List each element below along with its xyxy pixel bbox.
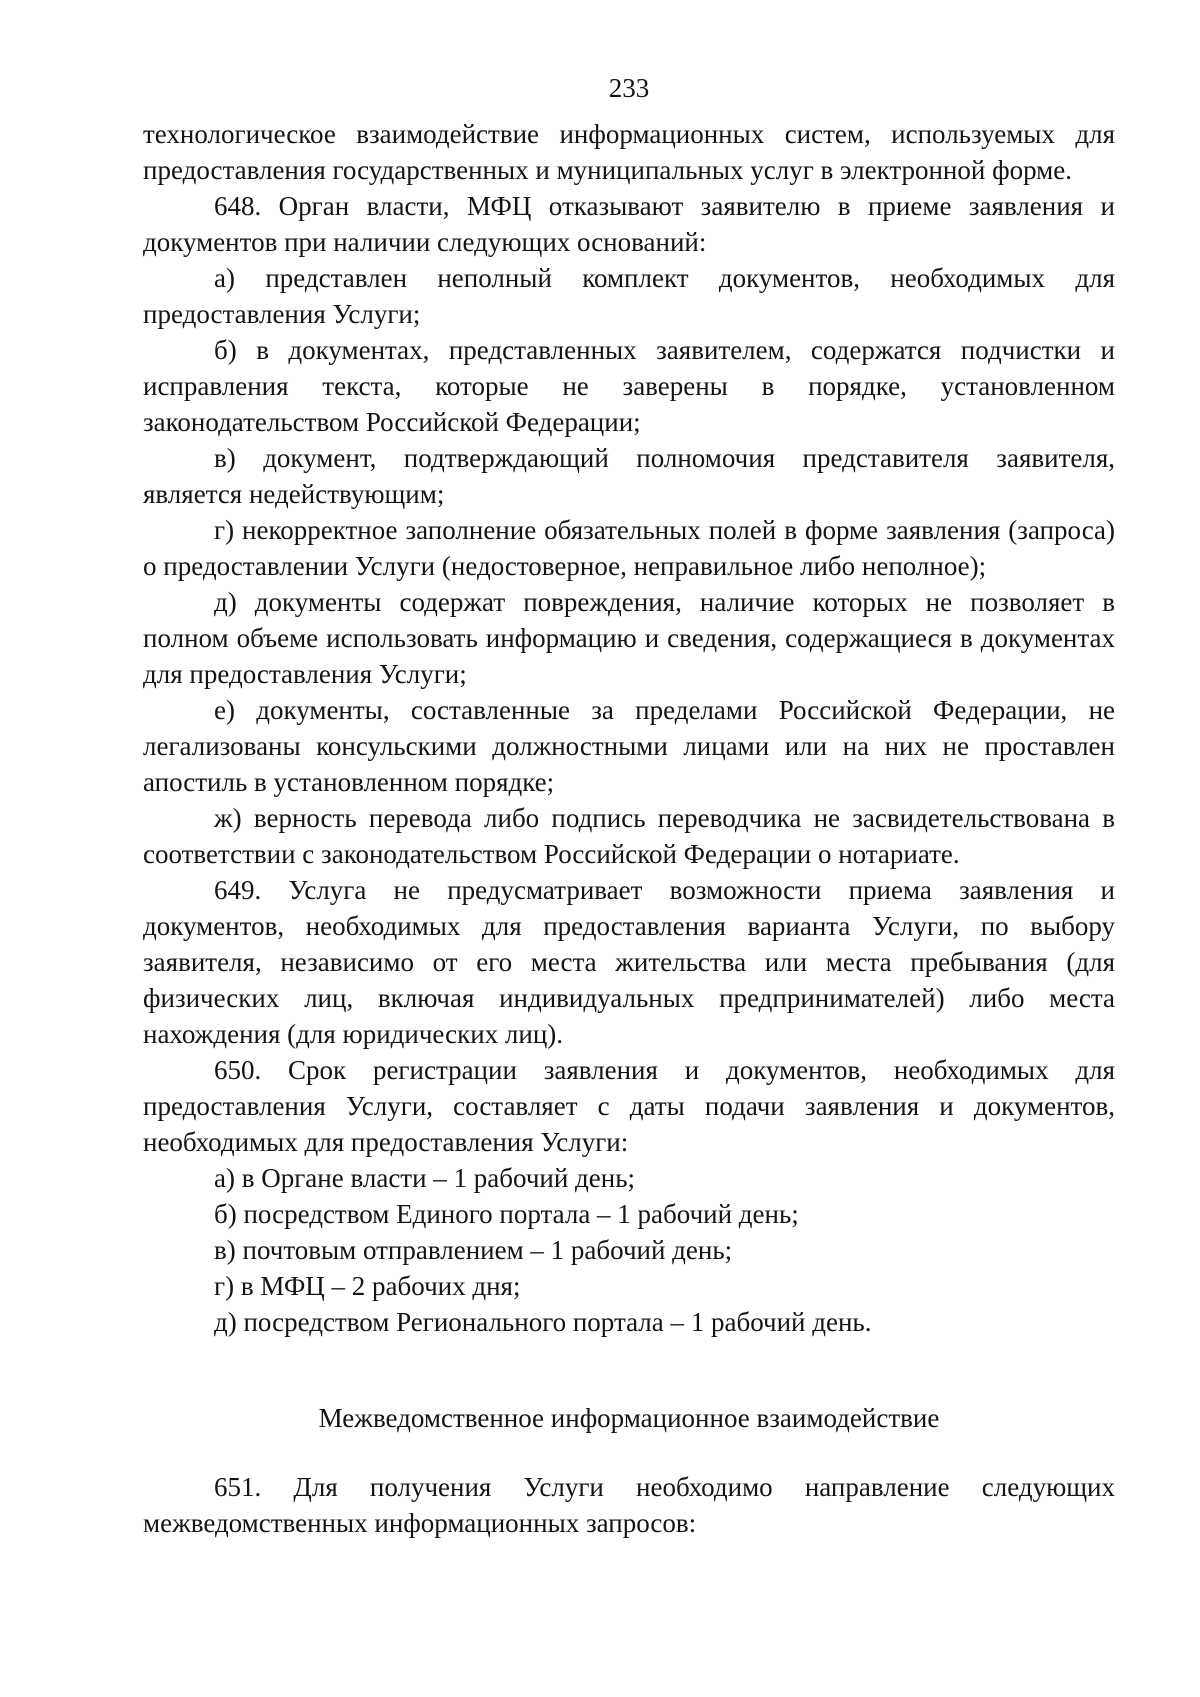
paragraph-648: 648. Орган власти, МФЦ отказывают заявителю в приеме заявления и документов при наличии следующих оснований: (143, 191, 1115, 257)
list-item-v: в) документ, подтверждающий полномочия представителя заявителя, является недействующим; (143, 443, 1115, 509)
paragraph-649: 649. Услуга не предусматривает возможности приема заявления и документов, необходимых для предоставления варианта Услуги, по выбору заявителя, независимо от его места жительства или места пребывания (для физических лиц, включая индивидуальных предпринимателей) либо места нахождения (для юридических лиц). (143, 875, 1115, 1049)
list-item-e: е) документы, составленные за пределами Российской Федерации, не легализованы консульскими должностными лицами или на них не проставлен апостиль в установленном порядке; (143, 695, 1115, 797)
list-item-d: д) документы содержат повреждения, наличие которых не позволяет в полном объеме использовать информацию и сведения, содержащиеся в документах для предоставления Услуги; (143, 587, 1115, 689)
term-item-v: в) почтовым отправлением – 1 рабочий день; (214, 1235, 733, 1265)
page-number: 233 (608, 73, 650, 103)
section-heading: Межведомственное информационное взаимодействие (318, 1403, 940, 1433)
paragraph-continuation: технологическое взаимодействие информационных систем, используемых для предоставления государственных и муниципальных услуг в электронной форме. (143, 119, 1115, 185)
tail-text (143, 1469, 1115, 1541)
body-text (143, 116, 1115, 1340)
term-item-a: а) в Органе власти – 1 рабочий день; (214, 1163, 636, 1193)
list-item-a: а) представлен неполный комплект документов, необходимых для предоставления Услуги; (143, 263, 1115, 329)
list-item-b: б) в документах, представленных заявителем, содержатся подчистки и исправления текста, которые не заверены в порядке, установленном законодательством Российской Федерации; (143, 335, 1115, 437)
term-item-b: б) посредством Единого портала – 1 рабочий день; (214, 1199, 799, 1229)
list-item-g: г) некорректное заполнение обязательных полей в форме заявления (запроса) о предоставлении Услуги (недостоверное, неправильное либо неполное); (143, 515, 1115, 581)
paragraph-651: 651. Для получения Услуги необходимо направление следующих межведомственных информационных запросов: (143, 1472, 1115, 1538)
term-item-d: д) посредством Регионального портала – 1 рабочий день. (214, 1307, 872, 1337)
paragraph-650: 650. Срок регистрации заявления и документов, необходимых для предоставления Услуги, составляет с даты подачи заявления и документов, необходимых для предоставления Услуги: (143, 1055, 1115, 1157)
term-item-g: г) в МФЦ – 2 рабочих дня; (214, 1271, 521, 1301)
list-item-zh: ж) верность перевода либо подпись переводчика не засвидетельствована в соответствии с законодательством Российской Федерации о нотариате. (143, 803, 1115, 869)
